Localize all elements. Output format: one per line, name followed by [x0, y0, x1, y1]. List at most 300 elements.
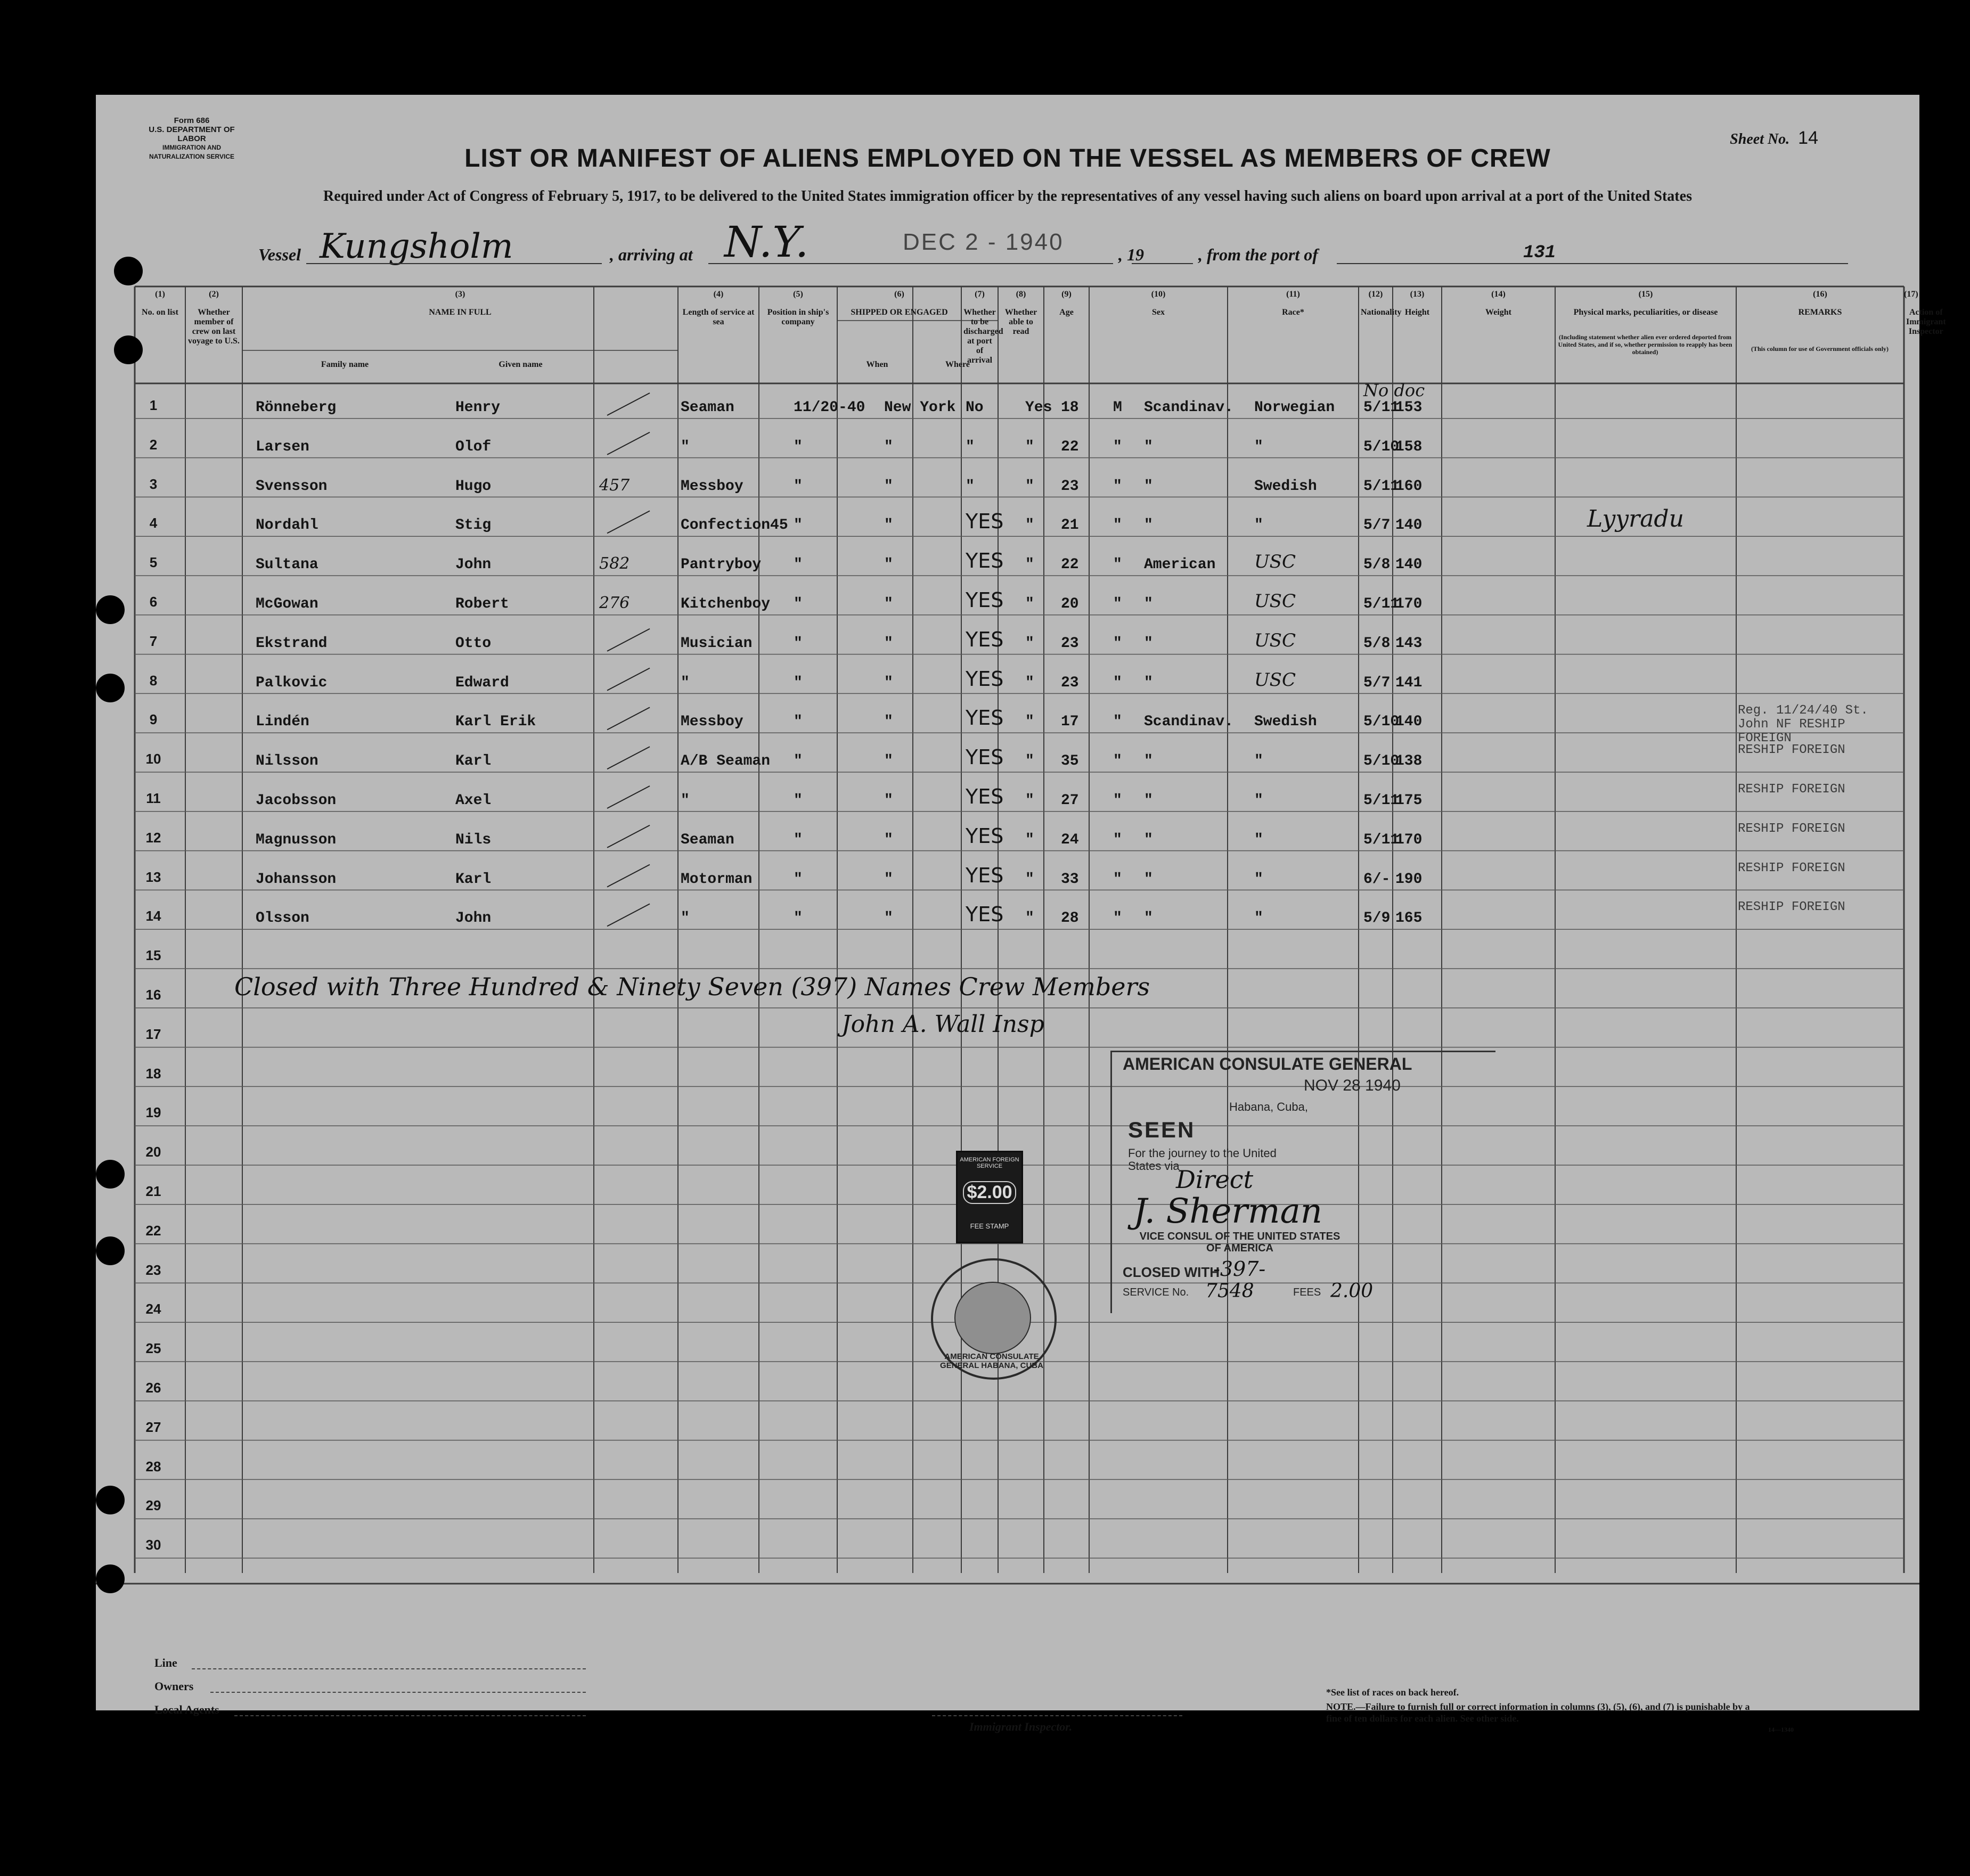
consulate-seal	[931, 1258, 1057, 1380]
consulate-header: AMERICAN CONSULATE GENERAL	[1123, 1054, 1412, 1074]
cell-age: 21	[1061, 517, 1079, 534]
row-number: 19	[145, 1104, 161, 1121]
cell-shipped-when: 11/20-40	[794, 399, 865, 416]
cell-shipped-where: "	[884, 714, 893, 731]
column-header: Action of Immigrant Inspector	[1906, 308, 1946, 336]
footer-races-note: *See list of races on back hereof.	[1326, 1687, 1459, 1698]
cell-family-name: Nilsson	[256, 753, 318, 770]
cell-family-name: Ekstrand	[256, 635, 328, 652]
cell-given-name: Henry	[455, 399, 501, 416]
service-dash-mark	[607, 668, 650, 691]
sheet-number-value: 14	[1798, 128, 1818, 148]
consulate-stamp	[1110, 1051, 1495, 1313]
cell-inspector-action: RESHIP FOREIGN	[1738, 821, 1845, 836]
vessel-label: Vessel	[258, 245, 301, 264]
cell-age: 23	[1061, 478, 1079, 495]
cell-nationality: "	[1254, 831, 1263, 848]
consulate-city: Habana, Cuba,	[1229, 1100, 1308, 1113]
cell-position: Musician	[681, 635, 753, 652]
cell-position: Kitchenboy	[681, 596, 771, 612]
column-header: Whether member of crew on last voyage to U.S.	[188, 308, 240, 346]
cell-height: 5/8	[1363, 635, 1391, 652]
cell-given-name: Stig	[455, 517, 492, 534]
column-header: SHIPPED OR ENGAGED	[851, 308, 948, 317]
cell-age: 18	[1061, 399, 1079, 416]
row-number: 11	[146, 790, 161, 806]
service-dash-mark	[607, 511, 650, 533]
arriving-label: , arriving at	[610, 245, 693, 264]
cell-able-to-read: "	[1025, 714, 1034, 731]
cell-nationality: "	[1254, 517, 1263, 534]
subheader-family-name: Family name	[321, 360, 369, 369]
column-header: No. on list	[142, 308, 178, 317]
cell-discharged: "	[966, 478, 975, 495]
cell-inspector-action: RESHIP FOREIGN	[1738, 900, 1845, 915]
cell-sex: "	[1113, 438, 1122, 455]
cell-able-to-read: "	[1025, 831, 1034, 848]
cell-service-length: 582	[599, 554, 630, 574]
row-number: 6	[149, 594, 158, 610]
cell-given-name: Olof	[455, 438, 492, 455]
column-number: (3)	[455, 290, 465, 299]
cell-discharged: YES	[966, 667, 1004, 691]
column-header: Nationality	[1361, 308, 1402, 317]
cell-service-length: 276	[599, 594, 630, 612]
cell-able-to-read: "	[1025, 635, 1034, 652]
service-no-value: 7548	[1205, 1280, 1254, 1302]
cell-given-name: Karl Erik	[455, 714, 536, 731]
cell-position: A/B Seaman	[681, 753, 771, 770]
cell-able-to-read: "	[1025, 478, 1034, 495]
cell-family-name: Lindén	[256, 714, 309, 731]
cell-family-name: Olsson	[256, 910, 309, 927]
cell-nationality: Swedish	[1254, 714, 1317, 731]
cell-weight: 190	[1395, 871, 1423, 888]
cell-nationality-note: No doc	[1363, 380, 1425, 400]
cell-weight: 175	[1395, 792, 1423, 809]
cell-position: "	[681, 910, 690, 927]
cell-height: 5/11	[1363, 596, 1400, 612]
column-number: (9)	[1061, 290, 1072, 299]
fee-stamp-top: AMERICAN FOREIGN SERVICE	[960, 1157, 1019, 1169]
service-dash-mark	[607, 904, 650, 926]
cell-height: 5/11	[1363, 831, 1400, 848]
cell-nationality: "	[1254, 792, 1263, 809]
cell-discharged: YES	[966, 785, 1004, 808]
manifest-sheet	[96, 95, 1946, 1733]
row-number: 16	[145, 987, 161, 1003]
arriving-value: N.Y.	[724, 217, 809, 267]
row-number: 2	[149, 436, 158, 453]
subheader-when: When	[866, 360, 888, 369]
cell-family-name: Nordahl	[256, 517, 318, 534]
column-header: NAME IN FULL	[429, 308, 492, 317]
binder-hole	[114, 257, 143, 285]
cell-able-to-read: "	[1025, 910, 1034, 927]
seen-label: SEEN	[1128, 1117, 1196, 1142]
footer-code: 14—1340	[1768, 1726, 1794, 1733]
year-label: , 19	[1118, 245, 1144, 264]
cell-age: 27	[1061, 792, 1079, 809]
cell-position: Seaman	[681, 831, 734, 848]
cell-discharged: YES	[966, 824, 1004, 848]
binder-hole	[96, 674, 125, 702]
cell-able-to-read: "	[1025, 753, 1034, 770]
service-dash-mark	[607, 747, 650, 769]
cell-able-to-read: "	[1025, 438, 1034, 455]
row-number: 15	[145, 947, 161, 964]
row-number: 25	[145, 1340, 161, 1357]
cell-weight: 158	[1395, 438, 1423, 455]
cell-given-name: Axel	[455, 792, 492, 809]
column-header: Whether able to read	[1004, 308, 1037, 336]
cell-position: Pantryboy	[681, 556, 762, 574]
subheader-remarks-note: (Including statement whether alien ever ordered deported from United States, and if so, whether permission to reapply has been obtained)	[1558, 333, 1732, 356]
binder-hole	[96, 595, 125, 624]
column-number: (1)	[155, 290, 165, 299]
fees-value: 2.00	[1330, 1280, 1374, 1302]
cell-shipped-when: "	[794, 714, 803, 731]
cell-height: 5/10	[1363, 714, 1400, 731]
row-number: 20	[145, 1144, 161, 1160]
cell-weight: 140	[1395, 556, 1423, 574]
cell-family-name: Magnusson	[256, 831, 337, 848]
cell-shipped-where: "	[884, 910, 893, 927]
cell-given-name: Otto	[455, 635, 492, 652]
binder-hole	[96, 1236, 125, 1265]
column-header: Physical marks, peculiarities, or disease	[1573, 308, 1718, 317]
row-number: 21	[145, 1183, 161, 1199]
cell-shipped-when: "	[794, 910, 803, 927]
row-number: 12	[145, 829, 161, 846]
row-number: 7	[149, 633, 158, 649]
cell-shipped-when: "	[794, 792, 803, 809]
cell-nationality: Swedish	[1254, 478, 1317, 495]
cell-shipped-where: "	[884, 674, 893, 691]
cell-weight: 141	[1395, 674, 1423, 691]
cell-inspector-action: RESHIP FOREIGN	[1738, 782, 1845, 797]
cell-nationality: "	[1254, 438, 1263, 455]
cell-shipped-when: "	[794, 635, 803, 652]
cell-shipped-when: "	[794, 517, 803, 534]
cell-age: 23	[1061, 635, 1079, 652]
cell-able-to-read: "	[1025, 596, 1034, 612]
cell-race: "	[1144, 478, 1153, 495]
row-number: 22	[145, 1222, 161, 1239]
row-number: 10	[145, 751, 161, 767]
cell-nationality: Norwegian	[1254, 399, 1335, 416]
cell-sex: "	[1113, 635, 1122, 652]
cell-race: "	[1144, 438, 1153, 455]
cell-shipped-when: "	[794, 831, 803, 848]
cell-shipped-where: New York	[884, 399, 956, 416]
via-value: Direct	[1176, 1165, 1254, 1194]
cell-age: 35	[1061, 753, 1079, 770]
cell-weight: 138	[1395, 753, 1423, 770]
cell-given-name: John	[455, 556, 492, 574]
column-header: Sex	[1152, 308, 1165, 317]
cell-discharged: No	[966, 399, 984, 416]
cell-sex: "	[1113, 596, 1122, 612]
journey-text: For the journey to the United States via	[1128, 1146, 1277, 1173]
cell-given-name: Nils	[455, 831, 492, 848]
cell-age: 28	[1061, 910, 1079, 927]
cell-age: 33	[1061, 871, 1079, 888]
cell-race: "	[1144, 910, 1153, 927]
column-header: REMARKS	[1798, 308, 1842, 317]
row-number: 9	[149, 711, 158, 728]
cell-nationality: "	[1254, 871, 1263, 888]
cell-age: 22	[1061, 556, 1079, 574]
cell-shipped-where: "	[884, 753, 893, 770]
cell-sex: "	[1113, 831, 1122, 848]
cell-discharged: YES	[966, 746, 1004, 769]
row-number: 13	[145, 869, 161, 885]
cell-weight: 140	[1395, 517, 1423, 534]
row-number: 5	[149, 554, 158, 571]
column-header: Race*	[1282, 308, 1304, 317]
cell-sex: M	[1113, 399, 1122, 416]
cell-height: 5/7	[1363, 517, 1391, 534]
cell-sex: "	[1113, 478, 1122, 495]
cell-height: 5/11	[1363, 792, 1400, 809]
cell-race: "	[1144, 635, 1153, 652]
sheet-number-label: Sheet No.	[1730, 131, 1790, 148]
cell-weight: 160	[1395, 478, 1423, 495]
inspector-signature: John A. Wall Insp	[841, 1011, 1044, 1038]
cell-shipped-where: "	[884, 871, 893, 888]
cell-discharged: YES	[966, 863, 1004, 887]
column-number: (11)	[1286, 290, 1300, 299]
cell-shipped-when: "	[794, 871, 803, 888]
cell-family-name: Jacobsson	[256, 792, 337, 809]
cell-height: 5/7	[1363, 674, 1391, 691]
cell-inspector-action: Reg. 11/24/40 St. John NF RESHIP FOREIGN	[1738, 703, 1868, 746]
cell-given-name: Robert	[455, 596, 509, 612]
column-header: Whether to be discharged at port of arrival	[963, 308, 1003, 365]
service-dash-mark	[607, 393, 650, 415]
binder-hole	[96, 1160, 125, 1189]
footer-note: NOTE.—Failure to furnish full or correct information in columns (3), (5), (6), and (7) is punishable by a fine of ten dollars for each alien. See other side.	[1326, 1701, 1750, 1724]
cell-race: "	[1144, 753, 1153, 770]
binder-hole	[114, 335, 143, 364]
cell-age: 23	[1061, 674, 1079, 691]
cell-position: Seaman	[681, 399, 734, 416]
cell-shipped-when: "	[794, 438, 803, 455]
column-number: (13)	[1410, 290, 1425, 299]
cell-sex: "	[1113, 910, 1122, 927]
form-service: IMMIGRATION AND NATURALIZATION SERVICE	[149, 144, 234, 160]
cell-height: 5/10	[1363, 753, 1400, 770]
cell-discharged: YES	[966, 510, 1004, 534]
cell-shipped-when: "	[794, 753, 803, 770]
cell-inspector-action: RESHIP FOREIGN	[1738, 743, 1845, 758]
form-number: Form 686	[174, 116, 210, 125]
column-number: (4)	[713, 290, 724, 299]
cell-nationality: USC	[1254, 629, 1296, 651]
cell-sex: "	[1113, 674, 1122, 691]
seal-text: AMERICAN CONSULATE GENERAL HABANA, CUBA	[940, 1352, 1043, 1370]
column-number: (6)	[894, 290, 904, 299]
fee-stamp-value: $2.00	[963, 1181, 1016, 1204]
cell-shipped-where: "	[884, 831, 893, 848]
subheader-where: Where	[945, 360, 970, 369]
service-dash-mark	[607, 629, 650, 651]
cell-able-to-read: "	[1025, 792, 1034, 809]
row-number: 23	[145, 1261, 161, 1278]
page-subtitle: Required under Act of Congress of February 5, 1917, to be delivered to the United States immigration officer by the representatives of any vessel having such aliens on board upon arrival at a port of the United States	[323, 188, 1692, 204]
row-number: 4	[149, 515, 158, 531]
cell-discharged: YES	[966, 549, 1004, 573]
cell-family-name: Svensson	[256, 478, 328, 495]
cell-given-name: Edward	[455, 674, 509, 691]
cell-weight: 153	[1395, 399, 1423, 416]
from-port-value: 131	[1523, 243, 1556, 263]
column-header: Weight	[1485, 308, 1511, 317]
binder-hole	[96, 1564, 125, 1593]
row-number: 27	[145, 1419, 161, 1435]
closed-with-value: -397-	[1213, 1257, 1266, 1281]
cell-position: "	[681, 438, 690, 455]
cell-nationality: USC	[1254, 669, 1296, 691]
cell-weight: 143	[1395, 635, 1423, 652]
column-number: (16)	[1813, 290, 1827, 299]
column-number: (5)	[793, 290, 803, 299]
row-number: 17	[145, 1026, 161, 1042]
cell-discharged: YES	[966, 627, 1004, 651]
row-number: 8	[149, 672, 158, 689]
row-number: 29	[145, 1497, 161, 1514]
cell-nationality: "	[1254, 910, 1263, 927]
column-header: Length of service at sea	[682, 308, 755, 326]
vessel-value: Kungsholm	[320, 227, 513, 266]
footer-agents-label: Local Agents	[154, 1703, 219, 1716]
cell-race: Scandinav.	[1144, 714, 1234, 731]
cell-shipped-where: "	[884, 792, 893, 809]
cell-race: "	[1144, 517, 1153, 534]
service-no-label: SERVICE No.	[1123, 1287, 1189, 1298]
closed-with-label: CLOSED WITH	[1123, 1264, 1220, 1280]
fees-label: FEES	[1293, 1287, 1321, 1298]
cell-given-name: John	[455, 910, 492, 927]
cell-weight: 170	[1395, 596, 1423, 612]
cell-age: 17	[1061, 714, 1079, 731]
cell-given-name: Hugo	[455, 478, 492, 495]
cell-shipped-where: "	[884, 635, 893, 652]
cell-nationality: USC	[1254, 551, 1296, 573]
column-number: (15)	[1638, 290, 1653, 299]
row-number: 14	[145, 908, 161, 924]
column-header: Height	[1404, 308, 1430, 317]
cell-remarks: Lyyradu	[1587, 505, 1684, 533]
cell-able-to-read: "	[1025, 674, 1034, 691]
cell-given-name: Karl	[455, 753, 492, 770]
row-number: 28	[145, 1458, 161, 1474]
cell-discharged: "	[966, 438, 975, 455]
subheader-given-name: Given name	[498, 360, 543, 369]
column-number: (7)	[975, 290, 985, 299]
cell-position: Motorman	[681, 871, 753, 888]
cell-shipped-when: "	[794, 596, 803, 612]
cell-position: Confection45	[681, 517, 788, 534]
cell-able-to-read: "	[1025, 871, 1034, 888]
cell-shipped-when: "	[794, 674, 803, 691]
cell-shipped-where: "	[884, 556, 893, 574]
cell-age: 20	[1061, 596, 1079, 612]
subheader-inspector-note: (This column for use of Government officials only)	[1751, 345, 1889, 353]
cell-shipped-where: "	[884, 478, 893, 495]
cell-weight: 170	[1395, 831, 1423, 848]
service-dash-mark	[607, 865, 650, 887]
cell-family-name: Rönneberg	[256, 399, 337, 416]
service-dash-mark	[607, 432, 650, 455]
cell-height: 5/11	[1363, 478, 1400, 495]
column-number: (14)	[1491, 290, 1506, 299]
closing-note: Closed with Three Hundred & Ninety Seven (397) Names Crew Members	[234, 972, 1150, 1001]
row-number: 1	[149, 397, 158, 413]
from-port-label: , from the port of	[1198, 245, 1318, 264]
column-number: (2)	[209, 290, 219, 299]
cell-shipped-when: "	[794, 478, 803, 495]
cell-inspector-action: RESHIP FOREIGN	[1738, 861, 1845, 875]
cell-discharged: YES	[966, 903, 1004, 927]
column-header: Position in ship's company	[767, 308, 829, 326]
cell-family-name: Larsen	[256, 438, 309, 455]
cell-race: "	[1144, 674, 1153, 691]
cell-race: Scandinav.	[1144, 399, 1234, 416]
cell-nationality: USC	[1254, 591, 1296, 612]
service-dash-mark	[607, 707, 650, 730]
cell-family-name: Palkovic	[256, 674, 328, 691]
cell-discharged: YES	[966, 588, 1004, 612]
cell-race: American	[1144, 556, 1216, 574]
cell-sex: "	[1113, 753, 1122, 770]
cell-height: 6/-	[1363, 871, 1391, 888]
arrival-date-stamp: DEC 2 - 1940	[903, 229, 1064, 255]
cell-able-to-read: "	[1025, 517, 1034, 534]
column-number: (17)	[1904, 290, 1918, 299]
footer-inspector-label: Immigrant Inspector.	[969, 1720, 1073, 1733]
cell-family-name: Johansson	[256, 871, 337, 888]
consul-title: VICE CONSUL OF THE UNITED STATES OF AMERICA	[1139, 1231, 1340, 1254]
cell-position: Messboy	[681, 714, 743, 731]
cell-able-to-read: Yes	[1025, 399, 1052, 416]
cell-height: 5/8	[1363, 556, 1391, 574]
column-number: (8)	[1016, 290, 1026, 299]
row-number: 24	[145, 1301, 161, 1317]
cell-shipped-where: "	[884, 438, 893, 455]
cell-weight: 140	[1395, 714, 1423, 731]
cell-position: Messboy	[681, 478, 743, 495]
cell-family-name: Sultana	[256, 556, 318, 574]
cell-nationality: "	[1254, 753, 1263, 770]
consul-signature: J. Sherman	[1133, 1192, 1322, 1231]
fee-stamp	[956, 1151, 1023, 1243]
cell-sex: "	[1113, 714, 1122, 731]
cell-shipped-where: "	[884, 517, 893, 534]
cell-service-length: 457	[599, 476, 630, 495]
cell-race: "	[1144, 831, 1153, 848]
column-number: (12)	[1368, 290, 1383, 299]
cell-race: "	[1144, 792, 1153, 809]
cell-age: 22	[1061, 438, 1079, 455]
cell-height: 5/9	[1363, 910, 1391, 927]
cell-race: "	[1144, 596, 1153, 612]
service-dash-mark	[607, 786, 650, 808]
footer-owners-label: Owners	[154, 1680, 194, 1693]
form-dept: U.S. DEPARTMENT OF LABOR	[149, 125, 235, 143]
row-number: 18	[145, 1065, 161, 1082]
